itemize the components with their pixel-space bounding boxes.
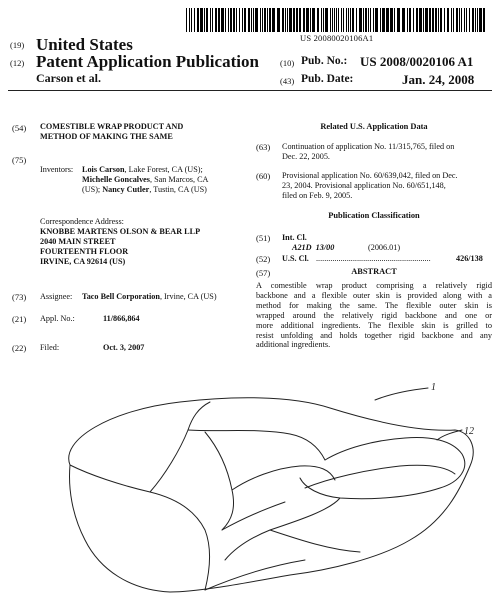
country-heading: United States — [36, 35, 133, 54]
continuation-line-1: Continuation of application No. 11/315,765, filed on — [282, 142, 455, 151]
pub-no-value: US 2008/0020106 A1 — [360, 54, 474, 69]
filed-code: (22) — [12, 343, 27, 353]
abstract-line-3: method for making the same. The flexible outer skin is — [256, 300, 492, 310]
classification-heading: Publication Classification — [328, 211, 420, 220]
inventor-3 — [82, 185, 207, 195]
inventors-label: Inventors: — [40, 165, 74, 174]
header-rule — [8, 90, 492, 91]
filed-value: Oct. 3, 2007 — [103, 343, 145, 352]
pub-date-value: Jan. 24, 2008 — [402, 72, 475, 87]
provisional-line-2: 23, 2004. Provisional application No. 60/651,148, — [282, 181, 446, 190]
inventor-2-location-cont: (US); — [82, 185, 101, 194]
intcl-code: (51) — [256, 233, 271, 243]
inventor-2-name: Michelle Goncalves — [82, 175, 150, 184]
inventor-1-location: , Lake Forest, CA (US); — [124, 165, 203, 174]
abstract-heading: ABSTRACT — [351, 267, 397, 276]
provisional-line-1: Provisional application No. 60/639,042, filed on Dec. — [282, 171, 458, 180]
continuation-line-2: Dec. 22, 2005. — [282, 152, 330, 161]
assignee — [82, 292, 217, 302]
correspondence-line-3: FOURTEENTH FLOOR — [40, 247, 129, 256]
abstract-line-1: A comestible wrap product comprising a relatively rigid — [256, 281, 492, 290]
correspondence-line-2: 2040 MAIN STREET — [40, 237, 116, 246]
barcode-number: US 20080020106A1 — [300, 33, 374, 43]
correspondence-line-4: IRVINE, CA 92614 (US) — [40, 257, 126, 266]
code-12: (12) — [10, 58, 25, 68]
related-heading: Related U.S. Application Data — [320, 122, 428, 131]
inventor-1 — [82, 165, 203, 175]
appl-label: Appl. No.: — [40, 314, 75, 323]
code-19: (19) — [10, 40, 25, 50]
pub-date-label: Pub. Date: — [301, 73, 354, 85]
code-10: (10) — [280, 58, 295, 68]
publication-type: Patent Application Publication — [36, 52, 259, 71]
appl-value: 11/866,864 — [103, 314, 140, 323]
uscl-dots: ........................................................ — [316, 254, 431, 263]
pub-no-label: Pub. No.: — [301, 55, 348, 67]
inventor-3-name: Nancy Cutler — [102, 185, 150, 194]
provisional-line-3: filed on Feb. 9, 2005. — [282, 191, 353, 200]
uscl-label: U.S. Cl. — [282, 254, 309, 263]
correspondence-line-1: KNOBBE MARTENS OLSON & BEAR LLP — [40, 227, 201, 236]
authors: Carson et al. — [36, 71, 101, 85]
assignee-label: Assignee: — [40, 292, 73, 301]
correspondence-label: Correspondence Address: — [40, 217, 124, 226]
abstract-line-5: more additional ingredients. The flexible skin is grilled to — [256, 320, 492, 330]
uscl-value: 426/138 — [456, 254, 483, 263]
barcode — [186, 8, 486, 32]
intcl-label: Int. Cl. — [282, 233, 307, 242]
continuation-code: (63) — [256, 142, 271, 152]
uscl-code: (52) — [256, 254, 271, 264]
provisional-code: (60) — [256, 171, 271, 181]
assignee-name: Taco Bell Corporation — [82, 292, 160, 301]
assignee-location: , Irvine, CA (US) — [159, 292, 217, 301]
abstract-body — [256, 281, 492, 350]
inventor-2 — [82, 175, 208, 185]
title-code: (54) — [12, 123, 27, 133]
title-line-2: METHOD OF MAKING THE SAME — [40, 132, 173, 141]
appl-code: (21) — [12, 314, 27, 324]
inventor-1-name: Lois Carson — [82, 165, 125, 174]
ref-label-12: 12 — [464, 426, 474, 437]
abstract-line-6: resist unfolding and holds together rigid backbone and any — [256, 330, 492, 340]
abstract-line-2: backbone and a flexible outer skin is provided along with a — [256, 290, 492, 300]
abstract-line-4: wrapped around the relatively rigid backbone and one or — [256, 310, 492, 320]
title-line-1: COMESTIBLE WRAP PRODUCT AND — [40, 122, 184, 131]
code-43: (43) — [280, 76, 295, 86]
intcl-date: (2006.01) — [368, 243, 401, 252]
inventors-code: (75) — [12, 155, 27, 165]
intcl-class: A21D 13/00 — [292, 243, 335, 252]
abstract-code: (57) — [256, 268, 271, 278]
wrap-figure — [0, 370, 500, 608]
ref-label-1: 1 — [431, 382, 436, 393]
inventor-2-location: , San Marcos, CA — [150, 175, 209, 184]
filed-label: Filed: — [40, 343, 60, 352]
abstract-line-7: additional ingredients. — [256, 340, 331, 350]
inventor-3-location: , Tustin, CA (US) — [149, 185, 207, 194]
assignee-code: (73) — [12, 292, 27, 302]
